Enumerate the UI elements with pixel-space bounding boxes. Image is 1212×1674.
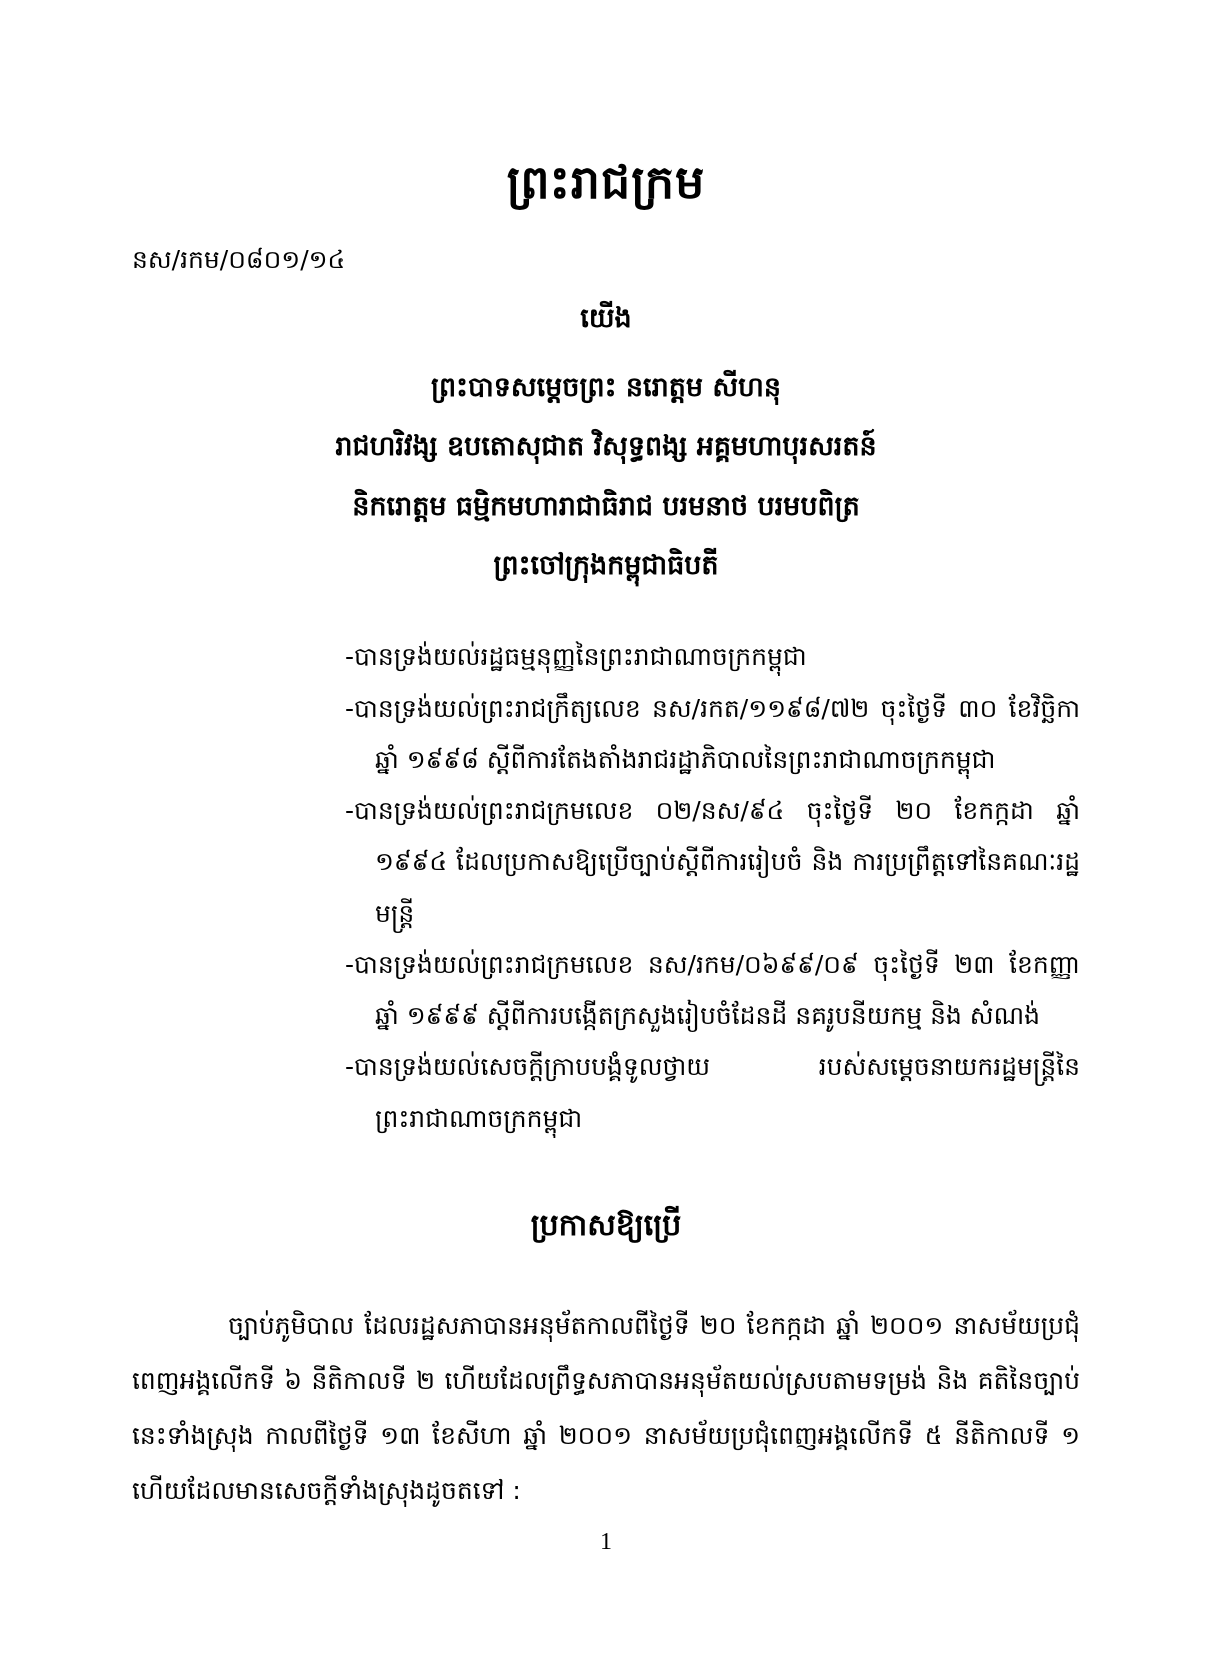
citation-item: -បានទ្រង់យល់ព្រះរាជក្រមលេខ នស/រកម/០៦៩៩/០៩ ចុះថ្ងៃទី ២៣ ខែកញ្ញា ឆ្នាំ ១៩៩៩ ស្ដីពីការបង្កើតក្រសួងរៀបចំដែនដី នគរូបនីយកម្ម និង សំណង់ xyxy=(345,949,1080,1031)
page-number: 1 xyxy=(600,1529,612,1555)
citation-item: -បានទ្រង់យល់សេចក្ដីក្រាបបង្គំទូលថ្វាយ របស់សម្ដេចនាយករដ្ឋមន្ត្រីនៃព្រះរាជាណាចក្រកម្ពុជា xyxy=(345,1052,1080,1133)
reference-number: នស/រកម/០៨០១/១៤ xyxy=(132,245,346,275)
royal-title-line: និករោត្ដម ធម្មិកមហារាជាធិរាជ បរមនាថ បរមបពិត្រ xyxy=(352,490,860,522)
royal-title-line: ព្រះចៅក្រុងកម្ពុជាធិបតី xyxy=(493,550,719,582)
body-paragraph: ច្បាប់ភូមិបាល ដែលរដ្ឋសភាបានអនុម័តកាលពីថ្ងៃទី ២០ ខែកក្កដា ឆ្នាំ ២០០១ នាសម័យប្រជុំពេញអង្គលើកទី ៦ នីតិកាលទី ២ ហើយដែលព្រឹទ្ធសភាបានអនុម័តយល់ស្របតាមទម្រង់ និង គតិនៃច្បាប់នេះទាំងស្រុង កាលពីថ្ងៃទី ១៣ ខែសីហា ឆ្នាំ ២០០១ នាសម័យប្រជុំពេញអង្គលើកទី ៥ នីតិកាលទី ១ ហើយដែលមានសេចក្ដីទាំងស្រុងដូចតទៅ : xyxy=(132,1310,1080,1505)
citation-item: -បានទ្រង់យល់ព្រះរាជក្រមលេខ ០២/នស/៩៤ ចុះថ្ងៃទី ២០ ខែកក្កដា ឆ្នាំ ១៩៩៤ ដែលប្រកាសឱ្យប្រើច្បាប់ស្ដីពីការរៀបចំ និង ការប្រព្រឹត្តទៅនៃគណៈរដ្ឋមន្ត្រី xyxy=(345,796,1080,928)
royal-title-line: ព្រះបាទសម្ដេចព្រះ នរោត្ដម សីហនុ xyxy=(431,371,781,403)
citations-block xyxy=(132,631,1080,1144)
promulgation-heading: ប្រកាសឱ្យប្រើ xyxy=(530,1207,682,1243)
document-title: ព្រះរាជក្រម xyxy=(506,155,706,209)
royal-we-heading: យើង xyxy=(580,303,632,335)
citation-item: -បានទ្រង់យល់ព្រះរាជក្រឹត្យលេខ នស/រកត/១១៩៨/៧២ ចុះថ្ងៃទី ៣០ ខែវិច្ឆិកា ឆ្នាំ ១៩៩៨ ស្ដីពីការតែងតាំងរាជរដ្ឋាភិបាលនៃព្រះរាជាណាចក្រកម្ពុជា xyxy=(345,693,1080,774)
royal-title-line: រាជហរិវង្ស ឧបតោសុជាត វិសុទ្ធពង្ស អគ្គមហាបុរសរតន៍ xyxy=(335,431,877,463)
citation-item: -បានទ្រង់យល់រដ្ឋធម្មនុញ្ញនៃព្រះរាជាណាចក្រកម្ពុជា xyxy=(345,642,807,672)
